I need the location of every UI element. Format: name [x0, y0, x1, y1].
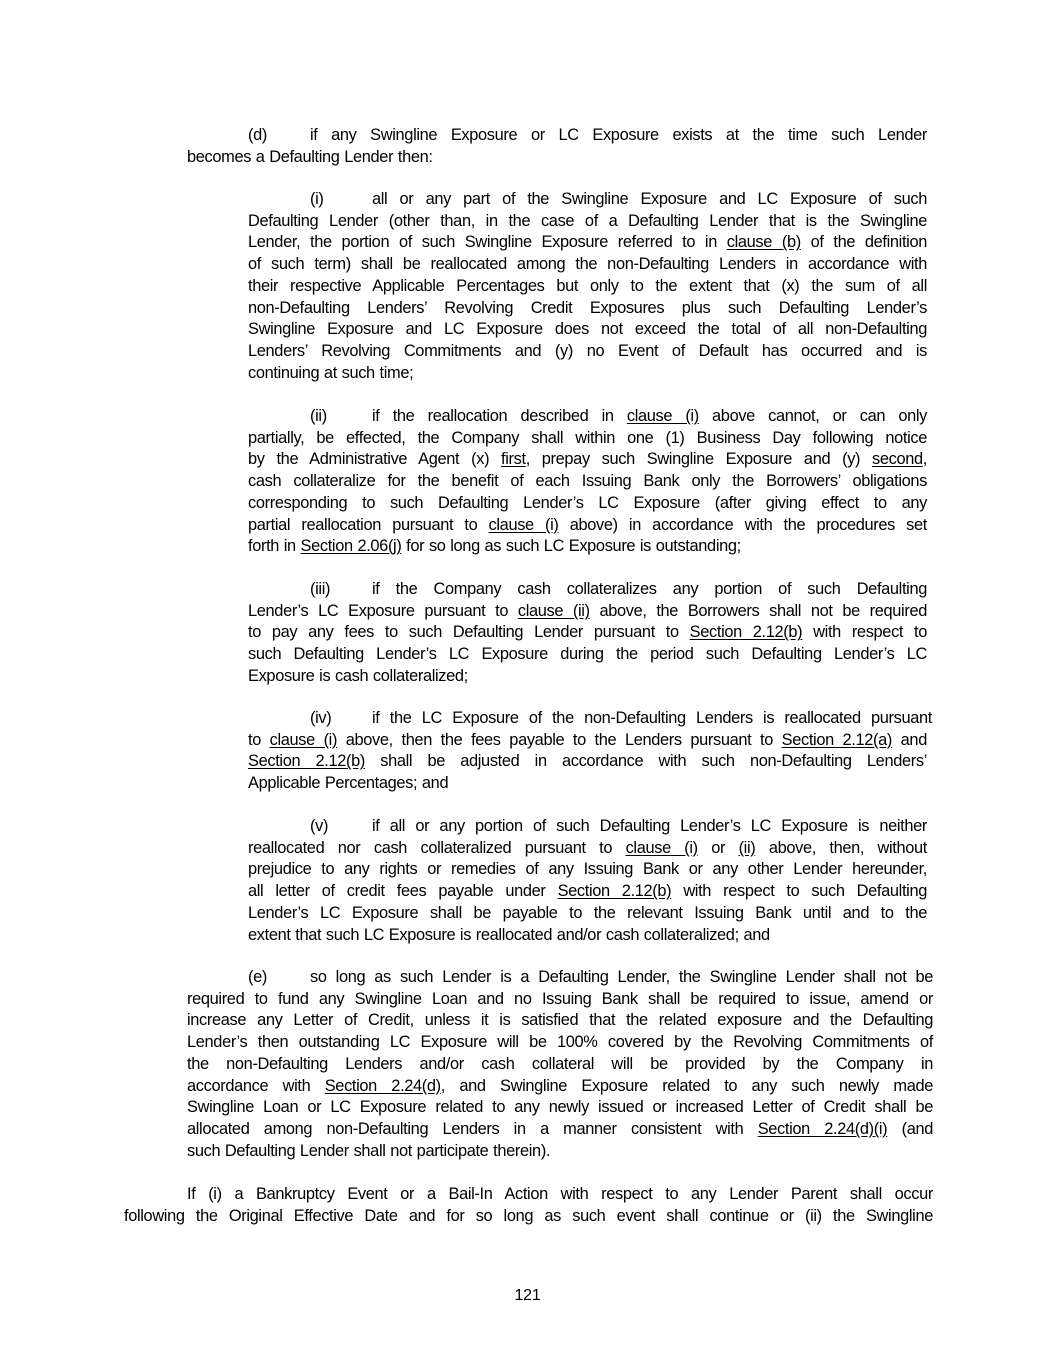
paragraph-iii: (iii) if the Company cash collateralizes any portion of such Defaulting Lender’s LC Exposure pursuant to clause (ii) above, the Borrowers shall not be required to pay any fees to such Defaulting Lender pursuant to Section 2.12(b) with respect to such Defaulting Lender’s LC Exposure during the period such Defaulting Lender’s LC Exposure is cash collateralized; — [248, 580, 927, 685]
clause-b-link[interactable]: clause (b) — [726, 233, 801, 252]
label-iv: (iv) — [310, 709, 332, 727]
label-d: (d) — [248, 126, 267, 144]
paragraph-d: (d) if any Swingline Exposure or LC Exposure exists at the time such Lender becomes a Defaulting Lender then: — [187, 126, 927, 166]
section-2-06j-link[interactable]: Section 2.06(j) — [300, 537, 402, 556]
section-2-24d-link[interactable]: Section 2.24(d) — [324, 1076, 441, 1095]
paragraph-ii: (ii) if the reallocation described in clause (i) above cannot, or can only partially, be effected, the Company shall within one (1) Business Day following notice by the Administrative Agent (x) first, prepay such Swingline Exposure and (y) second, cash collateralize for the benefit of each Issuing Bank only the Borrowers’ obligations corresponding to such Defaulting Lender’s LC Exposure (after giving effect to any partial reallocation pursuant to clause (i) above) in accordance with the procedures set forth in Section 2.06(j) for so long as such LC Exposure is outstanding; — [248, 407, 927, 556]
clause-i-link[interactable]: clause (i) — [488, 515, 559, 534]
clause-i-link[interactable]: clause (i) — [269, 730, 338, 749]
section-2-12a-link[interactable]: Section 2.12(a) — [781, 730, 893, 749]
label-v: (v) — [310, 817, 329, 835]
paragraph-final: If (i) a Bankruptcy Event or a Bail-In Action with respect to any Lender Parent shall occur following the Original Effective Date and for so long as such event shall continue or (ii) the Swingline — [124, 1185, 933, 1225]
paragraph-v: (v) if all or any portion of such Defaulting Lender’s LC Exposure is neither reallocated nor cash collateralized pursuant to clause (i) or (ii) above, then, without prejudice to any rights or remedies of any Issuing Bank or any other Lender hereunder, all letter of credit fees payable under Section 2.12(b) with respect to such Defaulting Lender’s LC Exposure shall be payable to the relevant Issuing Bank until and to the extent that such LC Exposure is reallocated and/or cash collateralized; and — [248, 817, 927, 944]
section-2-12b-link[interactable]: Section 2.12(b) — [557, 882, 672, 901]
first-term: first — [501, 450, 526, 469]
clause-ii-link[interactable]: (ii) — [738, 838, 756, 857]
page-number: 121 — [514, 1287, 541, 1304]
paragraph-i: (i) all or any part of the Swingline Exposure and LC Exposure of such Defaulting Lender (other than, in the case of a Defaulting Lender that is the Swingline Lender, the portion of such Swingline Exposure referred to in clause (b) of the definition of such term) shall be reallocated among the non-Defaulting Lenders in accordance with their respective Applicable Percentages but only to the extent that (x) the sum of all non-Defaulting Lenders’ Revolving Credit Exposures plus such Defaulting Lender’s Swingline Exposure and LC Exposure does not exceed the total of all non-Defaulting Lenders’ Revolving Commitments and (y) no Event of Default has occurred and is continuing at such time; — [248, 190, 928, 382]
label-ii: (ii) — [310, 407, 327, 425]
clause-i-link[interactable]: clause (i) — [626, 407, 699, 425]
label-iii: (iii) — [310, 580, 331, 598]
clause-ii-link[interactable]: clause (ii) — [517, 601, 590, 620]
section-2-12b-link[interactable]: Section 2.12(b) — [248, 752, 365, 771]
clause-i-link[interactable]: clause (i) — [625, 838, 698, 857]
section-2-24di-link[interactable]: Section 2.24(d)(i) — [757, 1119, 888, 1138]
second-term: second — [872, 450, 923, 469]
label-e: (e) — [248, 968, 267, 986]
section-2-12b-link[interactable]: Section 2.12(b) — [689, 623, 803, 642]
paragraph-iv: (iv) if the LC Exposure of the non-Defaulting Lenders is reallocated pursuant to clause (i) above, then the fees payable to the Lenders pursuant to Section 2.12(a) and Section 2.12(b) shall be adjusted in accordance with such non-Defaulting Lenders’ Applicable Percentages; and — [248, 709, 932, 793]
paragraph-e: (e) so long as such Lender is a Defaulting Lender, the Swingline Lender shall not be required to fund any Swingline Loan and no Issuing Bank shall be required to issue, amend or increase any Letter of Credit, unless it is satisfied that the related exposure and the Defaulting Lender’s then outstanding LC Exposure will be 100% covered by the Revolving Commitments of the non-Defaulting Lenders and/or cash collateral will be provided by the Company in accordance with Section 2.24(d), and Swingline Exposure related to any such newly made Swingline Loan or LC Exposure related to any newly issued or increased Letter of Credit shall be allocated among non-Defaulting Lenders in a manner consistent with Section 2.24(d)(i) (and such Defaulting Lender shall not participate therein). — [187, 968, 934, 1160]
label-i: (i) — [310, 190, 324, 208]
